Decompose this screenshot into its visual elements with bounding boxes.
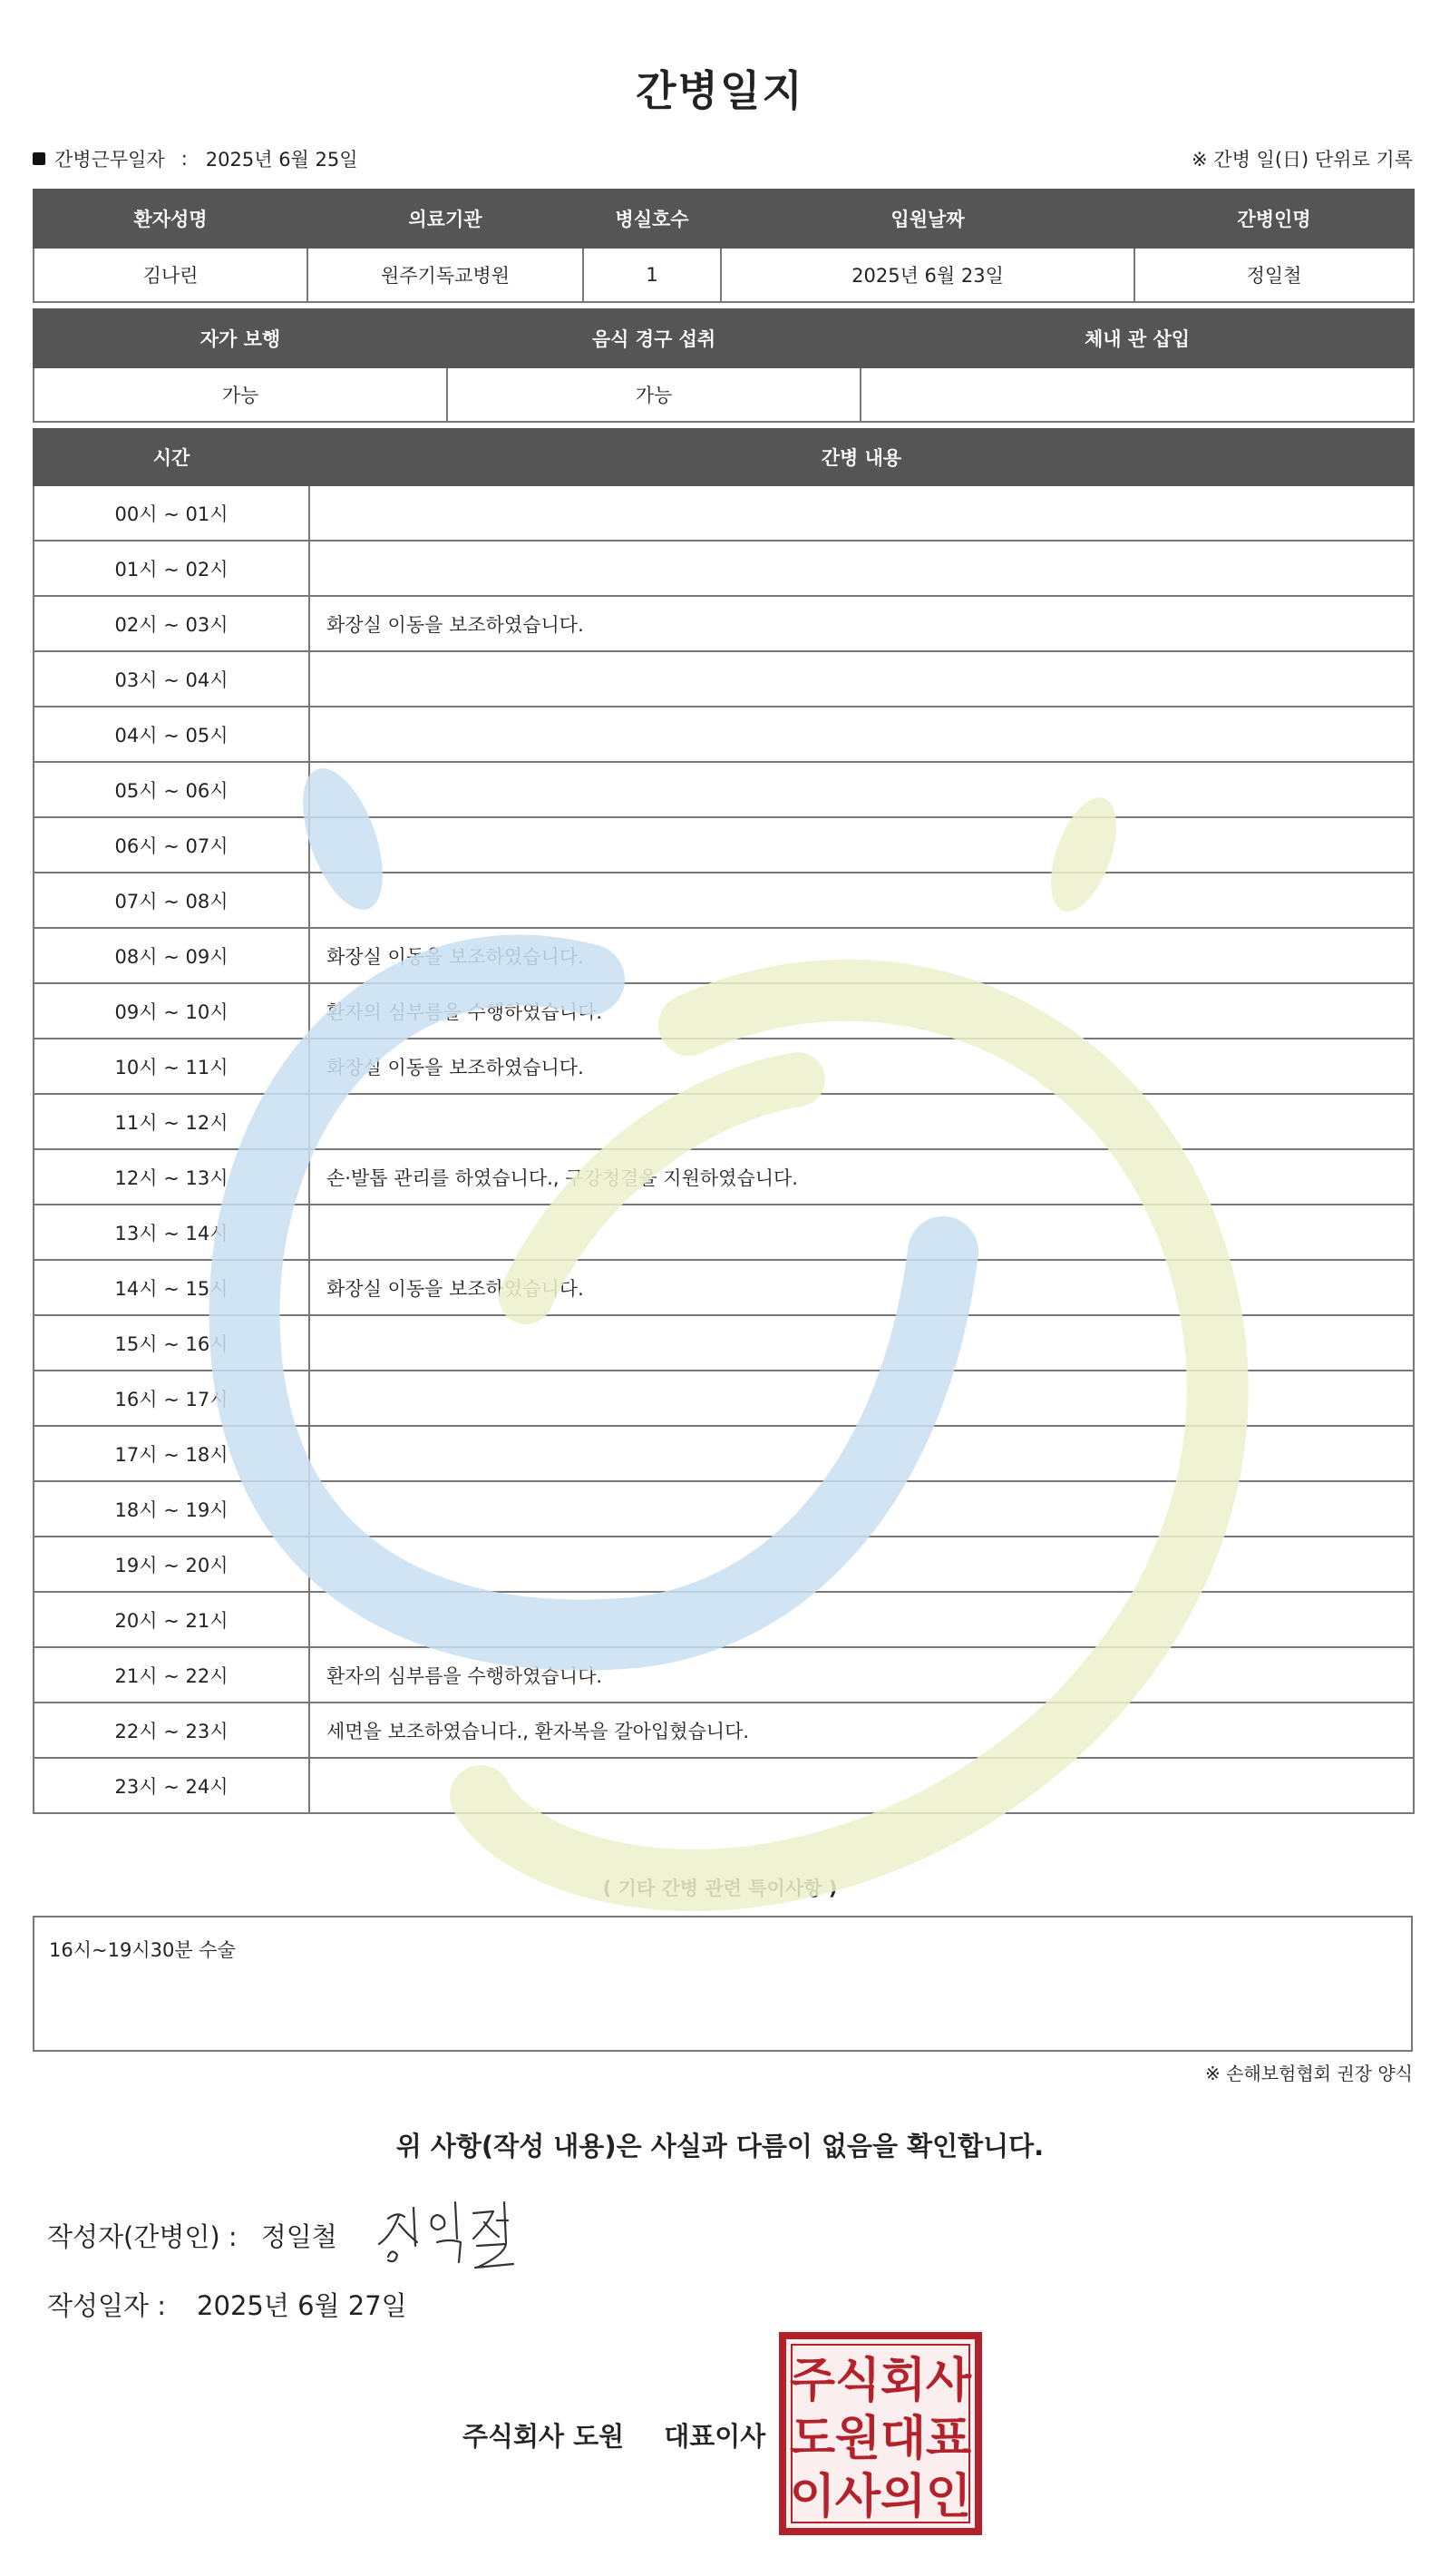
self-walking-value: 가능 — [34, 367, 447, 422]
written-date-value: 2025년 6월 27일 — [197, 2290, 407, 2321]
seal-glyph: 식 — [834, 2354, 881, 2408]
log-row — [34, 873, 1414, 928]
seal-glyph: 도 — [789, 2412, 836, 2466]
log-content-cell — [309, 817, 1414, 873]
log-content-cell — [309, 1481, 1414, 1537]
source-note: ※ 손해보험협회 권장 양식 — [1204, 2063, 1413, 2084]
log-row — [34, 1537, 1414, 1592]
log-time-cell: 17시 ~ 18시 — [34, 1426, 309, 1481]
log-content-cell: 화장실 이동을 보조하였습니다. — [309, 1039, 1414, 1094]
handwritten-signature — [372, 2191, 535, 2273]
log-row — [34, 1371, 1414, 1426]
log-time-cell: 12시 ~ 13시 — [34, 1149, 309, 1205]
log-time-cell: 01시 ~ 02시 — [34, 541, 309, 596]
patient-status-table — [33, 308, 1415, 423]
log-row — [34, 1315, 1414, 1371]
seal-glyph: 원 — [834, 2412, 881, 2466]
unit-note: ※ 간병 일(日) 단위로 기록 — [1192, 149, 1413, 171]
written-date-row — [47, 2286, 407, 2323]
log-row — [34, 485, 1414, 541]
seal-glyph: 이 — [789, 2470, 836, 2524]
header-admission-date: 입원날짜 — [721, 190, 1134, 248]
log-row — [34, 1592, 1414, 1647]
log-time-cell: 14시 ~ 15시 — [34, 1260, 309, 1315]
header-hospital: 의료기관 — [307, 190, 583, 248]
oral-intake-value: 가능 — [447, 367, 861, 422]
special-notes-box: 16시~19시30분 수술 — [33, 1916, 1413, 2052]
log-content-cell: 화장실 이동을 보조하였습니다. — [309, 1260, 1414, 1315]
seal-glyph: 표 — [925, 2412, 972, 2466]
log-content-cell: 세면을 보조하였습니다., 환자복을 갈아입혔습니다. — [309, 1703, 1414, 1758]
log-time-cell: 23시 ~ 24시 — [34, 1758, 309, 1813]
log-content-cell — [309, 1592, 1414, 1647]
patient-header-row — [34, 190, 1414, 248]
patient-name: 김나린 — [34, 248, 307, 302]
log-row — [34, 651, 1414, 707]
status-header-row — [34, 309, 1414, 367]
log-time-cell: 05시 ~ 06시 — [34, 762, 309, 817]
log-row — [34, 1149, 1414, 1205]
header-oral-intake: 음식 경구 섭취 — [447, 309, 861, 367]
log-row — [34, 983, 1414, 1039]
log-content-cell — [309, 1094, 1414, 1149]
confirmation-statement: 위 사항(작성 내용)은 사실과 다름이 없음을 확인합니다. — [395, 2131, 1045, 2161]
log-row — [34, 1039, 1414, 1094]
seal-glyph: 대 — [880, 2412, 927, 2466]
writer-label: 작성자(간병인) : — [47, 2221, 238, 2252]
log-content-cell: 환자의 심부름을 수행하였습니다. — [309, 1647, 1414, 1703]
seal-glyph: 주 — [789, 2354, 836, 2408]
log-row — [34, 707, 1414, 762]
log-row — [34, 1094, 1414, 1149]
writer-name: 정일철 — [260, 2221, 337, 2252]
special-notes-heading: ( 기타 간병 관련 특이사항 ) — [602, 1878, 838, 1899]
log-body — [34, 485, 1414, 1813]
log-time-cell: 00시 ~ 01시 — [34, 485, 309, 541]
log-time-cell: 06시 ~ 07시 — [34, 817, 309, 873]
header-tube-insertion: 체내 관 삽입 — [861, 309, 1414, 367]
log-row — [34, 1758, 1414, 1813]
log-content-cell — [309, 762, 1414, 817]
header-self-walking: 자가 보행 — [34, 309, 447, 367]
tube-insertion-value — [861, 367, 1414, 422]
log-time-cell: 07시 ~ 08시 — [34, 873, 309, 928]
seal-glyph: 의 — [880, 2470, 927, 2524]
log-content-cell — [309, 1537, 1414, 1592]
seal-glyph: 인 — [925, 2470, 972, 2524]
log-time-cell: 09시 ~ 10시 — [34, 983, 309, 1039]
log-time-cell: 13시 ~ 14시 — [34, 1205, 309, 1260]
work-date-colon: : — [180, 148, 188, 170]
log-content-cell — [309, 1426, 1414, 1481]
log-content-cell — [309, 1205, 1414, 1260]
document-title: 간병일지 — [636, 66, 804, 115]
work-date-value: 2025년 6월 25일 — [205, 149, 358, 171]
square-bullet-icon — [33, 152, 45, 165]
header-time: 시간 — [34, 429, 309, 485]
header-patient-name: 환자성명 — [34, 190, 307, 248]
company-seal-stamp — [778, 2331, 983, 2536]
log-time-cell: 03시 ~ 04시 — [34, 651, 309, 707]
room-number: 1 — [583, 248, 721, 302]
log-content-cell: 손·발톱 관리를 하였습니다., 구강청결을 지원하였습니다. — [309, 1149, 1414, 1205]
caregiver-name: 정일철 — [1134, 248, 1414, 302]
log-time-cell: 02시 ~ 03시 — [34, 596, 309, 651]
log-time-cell: 20시 ~ 21시 — [34, 1592, 309, 1647]
ceo-title: 대표이사 — [664, 2421, 766, 2452]
log-content-cell — [309, 485, 1414, 541]
company-name: 주식회사 도원 — [462, 2421, 625, 2452]
work-date-label: 간병근무일자 — [54, 149, 165, 171]
seal-glyph: 사 — [925, 2354, 972, 2408]
log-row — [34, 1260, 1414, 1315]
meta-row — [33, 145, 1413, 174]
status-value-row — [34, 367, 1414, 422]
log-content-cell — [309, 1371, 1414, 1426]
seal-glyph: 회 — [880, 2354, 927, 2408]
header-caregiver-name: 간병인명 — [1134, 190, 1414, 248]
log-row — [34, 1481, 1414, 1537]
log-row — [34, 762, 1414, 817]
log-row — [34, 1205, 1414, 1260]
log-content-cell — [309, 1758, 1414, 1813]
log-time-cell: 08시 ~ 09시 — [34, 928, 309, 983]
log-content-cell: 화장실 이동을 보조하였습니다. — [309, 596, 1414, 651]
log-time-cell: 11시 ~ 12시 — [34, 1094, 309, 1149]
log-content-cell — [309, 707, 1414, 762]
patient-value-row — [34, 248, 1414, 302]
log-content-cell: 화장실 이동을 보조하였습니다. — [309, 928, 1414, 983]
hourly-care-log-table — [33, 428, 1415, 1814]
log-content-cell — [309, 541, 1414, 596]
log-content-cell — [309, 651, 1414, 707]
admission-date: 2025년 6월 23일 — [721, 248, 1134, 302]
patient-info-table — [33, 189, 1415, 303]
header-care-content: 간병 내용 — [309, 429, 1414, 485]
log-row — [34, 817, 1414, 873]
log-time-cell: 16시 ~ 17시 — [34, 1371, 309, 1426]
log-row — [34, 1426, 1414, 1481]
writer-row — [47, 2217, 337, 2254]
company-signature-line — [462, 2416, 765, 2454]
log-time-cell: 18시 ~ 19시 — [34, 1481, 309, 1537]
log-row — [34, 928, 1414, 983]
log-row — [34, 596, 1414, 651]
log-time-cell: 04시 ~ 05시 — [34, 707, 309, 762]
hospital-name: 원주기독교병원 — [307, 248, 583, 302]
log-row — [34, 1647, 1414, 1703]
log-header-row — [34, 429, 1414, 485]
log-time-cell: 10시 ~ 11시 — [34, 1039, 309, 1094]
log-content-cell: 환자의 심부름을 수행하였습니다. — [309, 983, 1414, 1039]
header-room-number: 병실호수 — [583, 190, 721, 248]
log-time-cell: 21시 ~ 22시 — [34, 1647, 309, 1703]
log-time-cell: 19시 ~ 20시 — [34, 1537, 309, 1592]
log-content-cell — [309, 873, 1414, 928]
log-row — [34, 541, 1414, 596]
log-time-cell: 22시 ~ 23시 — [34, 1703, 309, 1758]
log-row — [34, 1703, 1414, 1758]
written-date-label: 작성일자 : — [47, 2290, 167, 2321]
work-date — [33, 145, 358, 172]
log-content-cell — [309, 1315, 1414, 1371]
seal-glyph: 사 — [834, 2470, 881, 2524]
log-time-cell: 15시 ~ 16시 — [34, 1315, 309, 1371]
